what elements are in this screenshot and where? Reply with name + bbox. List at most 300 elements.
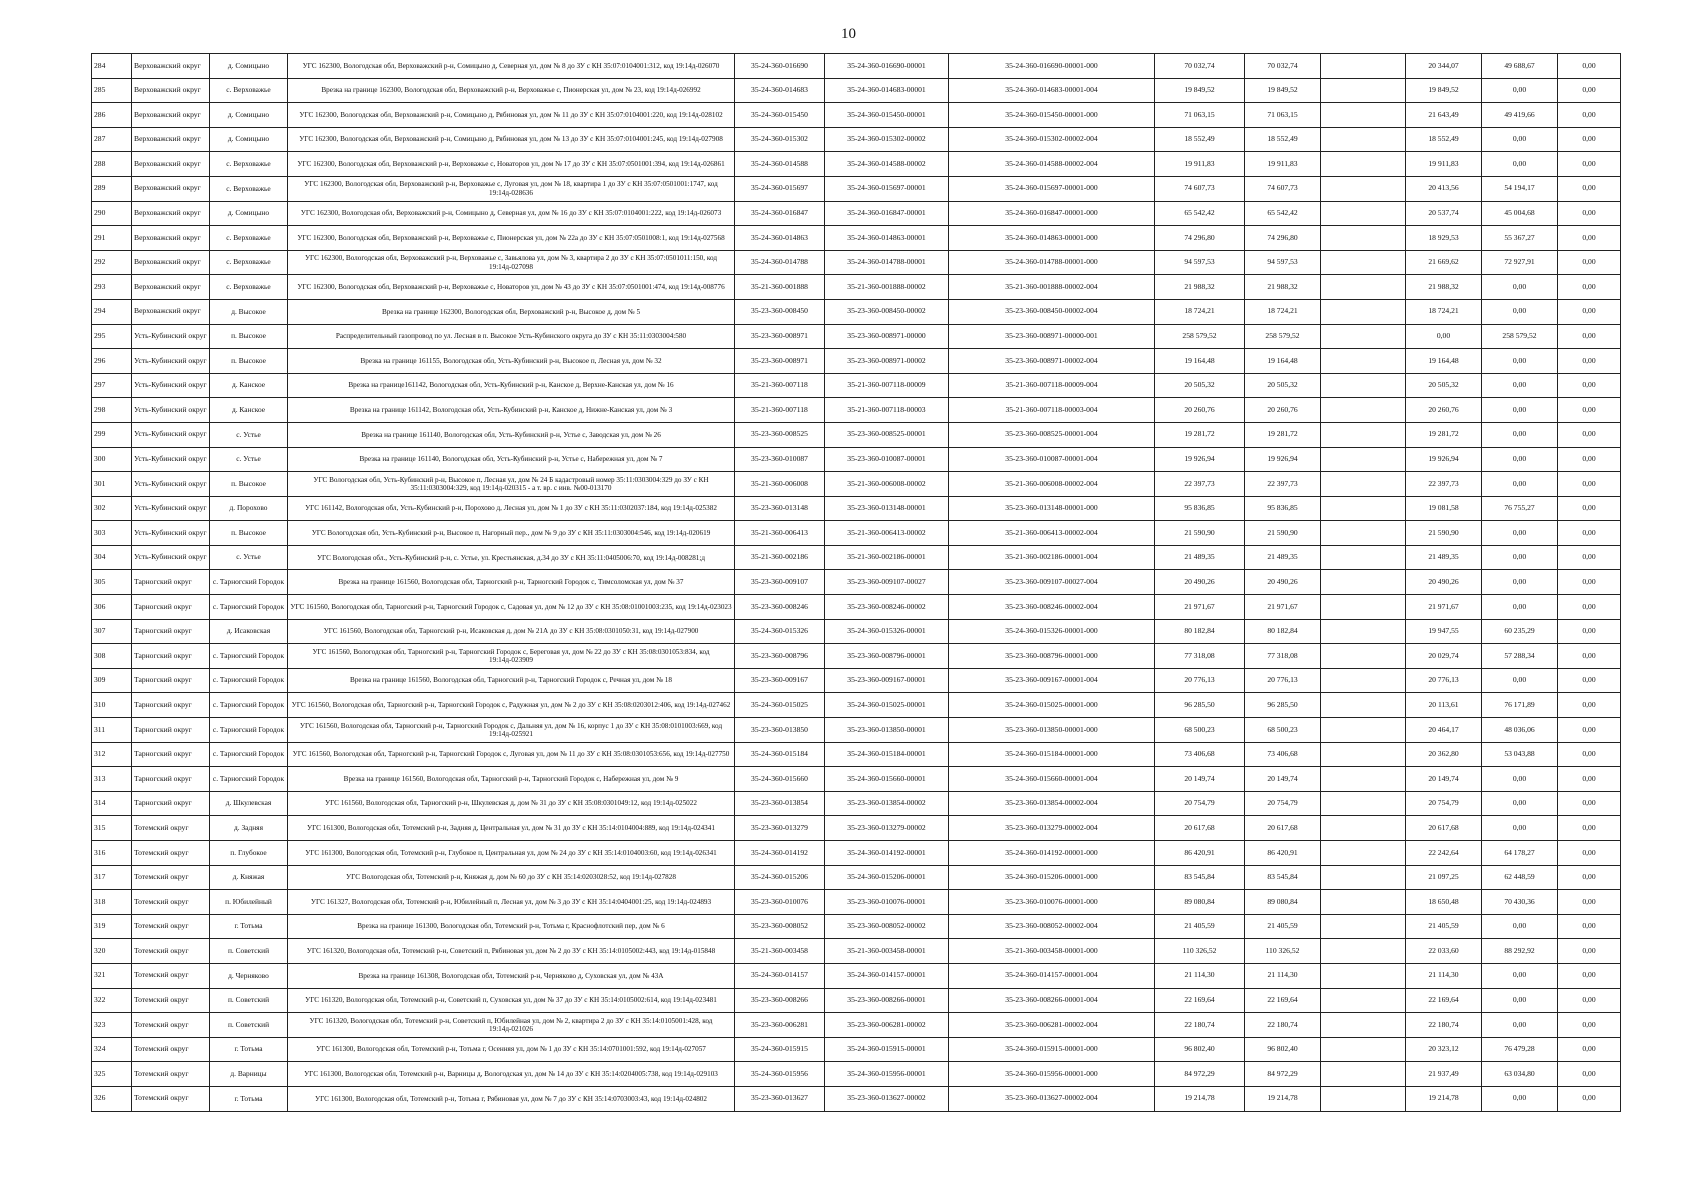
- subobject-code-cell: 35-24-360-015915-00001-000: [949, 1037, 1155, 1062]
- amount-part-2-cell: 0,00: [1482, 472, 1558, 497]
- settlement-cell: с. Тарногский Городок: [210, 693, 288, 718]
- district-cell: Тотемский округ: [132, 939, 210, 964]
- object-code-cell: 35-24-360-014157-00001: [825, 963, 949, 988]
- application-code-cell: 35-23-360-008246: [735, 595, 825, 620]
- table-row: [92, 1037, 1621, 1062]
- table-row: [92, 447, 1621, 472]
- table-row: [92, 422, 1621, 447]
- application-code-cell: 35-23-360-008796: [735, 644, 825, 669]
- application-code-cell: 35-24-360-014192: [735, 841, 825, 866]
- amount-part-3-cell: 0,00: [1558, 398, 1621, 423]
- empty-cell: [1321, 1037, 1406, 1062]
- total-amount-cell: 96 285,50: [1155, 693, 1245, 718]
- settlement-cell: д. Высокое: [210, 299, 288, 324]
- object-code-cell: 35-21-360-006008-00002: [825, 472, 949, 497]
- page-number: 10: [841, 26, 856, 42]
- subobject-code-cell: 35-24-360-015697-00001-000: [949, 176, 1155, 201]
- row-number-cell: 315: [92, 816, 132, 841]
- settlement-cell: д. Сомицыно: [210, 201, 288, 226]
- amount-part-3-cell: 0,00: [1558, 496, 1621, 521]
- total-amount-cell: 22 180,74: [1155, 1013, 1245, 1038]
- application-code-cell: 35-23-360-013854: [735, 791, 825, 816]
- amount-part-3-cell: 0,00: [1558, 1037, 1621, 1062]
- object-address-cell: Врезка на границе161142, Вологодская обл, Усть-Кубинский р-н, Канское д, Верхне-Канская ул, дом № 16: [288, 373, 735, 398]
- application-code-cell: 35-23-360-010076: [735, 890, 825, 915]
- table-row: [92, 398, 1621, 423]
- district-cell: Верховажский округ: [132, 127, 210, 152]
- object-code-cell: 35-23-360-013279-00002: [825, 816, 949, 841]
- object-address-cell: УГС 161300, Вологодская обл, Тотемский р-н, Варницы д, Вологодская ул, дом № 14 до ЗУ с КН 35:14:0204005:738, код 19:14д-029103: [288, 1062, 735, 1087]
- object-address-cell: Врезка на границе 161142, Вологодская обл, Усть-Кубинский р-н, Канское д, Нижне-Канская ул, дом № 3: [288, 398, 735, 423]
- amount-cell: 95 836,85: [1245, 496, 1321, 521]
- amount-cell: 94 597,53: [1245, 250, 1321, 275]
- amount-part-1-cell: 22 180,74: [1406, 1013, 1482, 1038]
- total-amount-cell: 65 542,42: [1155, 201, 1245, 226]
- settlement-cell: г. Тотьма: [210, 1037, 288, 1062]
- total-amount-cell: 70 032,74: [1155, 54, 1245, 79]
- object-code-cell: 35-21-360-006413-00002: [825, 521, 949, 546]
- row-number-cell: 312: [92, 742, 132, 767]
- amount-part-2-cell: 0,00: [1482, 988, 1558, 1013]
- amount-part-3-cell: 0,00: [1558, 1086, 1621, 1111]
- amount-part-2-cell: 76 479,28: [1482, 1037, 1558, 1062]
- object-code-cell: 35-24-360-015184-00001: [825, 742, 949, 767]
- subobject-code-cell: 35-24-360-014192-00001-000: [949, 841, 1155, 866]
- amount-part-2-cell: 0,00: [1482, 275, 1558, 300]
- object-code-cell: 35-21-360-002186-00001: [825, 545, 949, 570]
- object-address-cell: Врезка на границе 161140, Вологодская обл, Усть-Кубинский р-н, Устье с, Заводская ул, дом № 26: [288, 422, 735, 447]
- amount-cell: 65 542,42: [1245, 201, 1321, 226]
- application-code-cell: 35-24-360-015956: [735, 1062, 825, 1087]
- table-row: [92, 176, 1621, 201]
- object-address-cell: Врезка на границе 162300, Вологодская обл, Верховажский р-н, Высокое д, дом № 5: [288, 299, 735, 324]
- row-number-cell: 321: [92, 963, 132, 988]
- subobject-code-cell: 35-23-360-009167-00001-004: [949, 668, 1155, 693]
- empty-cell: [1321, 865, 1406, 890]
- object-code-cell: 35-24-360-015450-00001: [825, 103, 949, 128]
- amount-part-2-cell: 258 579,52: [1482, 324, 1558, 349]
- empty-cell: [1321, 103, 1406, 128]
- application-code-cell: 35-23-360-013850: [735, 718, 825, 743]
- object-address-cell: УГС 161300, Вологодская обл, Тотемский р-н, Задняя д, Центральная ул, дом № 31 до ЗУ с КН 35:14:0104004:889, код 19:14д-024341: [288, 816, 735, 841]
- amount-part-3-cell: 0,00: [1558, 127, 1621, 152]
- object-address-cell: УГС Вологодская обл., Усть-Кубинский р-н, с. Устье, ул. Крестьянская, д.34 до ЗУ с КН 35:11:0405006:70, код 19:14д-008281;д: [288, 545, 735, 570]
- amount-part-3-cell: 0,00: [1558, 1013, 1621, 1038]
- amount-part-1-cell: 19 926,94: [1406, 447, 1482, 472]
- total-amount-cell: 19 164,48: [1155, 349, 1245, 374]
- amount-part-3-cell: 0,00: [1558, 250, 1621, 275]
- object-address-cell: УГС 161320, Вологодская обл, Тотемский р-н, Советский п, Суховская ул, дом № 37 до ЗУ с КН 35:14:0105002:614, код 19:14д-023481: [288, 988, 735, 1013]
- row-number-cell: 302: [92, 496, 132, 521]
- district-cell: Тотемский округ: [132, 988, 210, 1013]
- empty-cell: [1321, 791, 1406, 816]
- subobject-code-cell: 35-23-360-013850-00001-000: [949, 718, 1155, 743]
- total-amount-cell: 19 849,52: [1155, 78, 1245, 103]
- subobject-code-cell: 35-24-360-015025-00001-000: [949, 693, 1155, 718]
- table-row: [92, 718, 1621, 743]
- table-row: [92, 1062, 1621, 1087]
- object-address-cell: УГС 161560, Вологодская обл, Тарногский р-н, Тарногский Городок с, Садовая ул, дом № 12 до ЗУ с КН 35:08:0100100З:235, код 19:14д-023023: [288, 595, 735, 620]
- row-number-cell: 297: [92, 373, 132, 398]
- amount-part-3-cell: 0,00: [1558, 595, 1621, 620]
- amount-part-2-cell: 0,00: [1482, 668, 1558, 693]
- object-code-cell: 35-23-360-013850-00001: [825, 718, 949, 743]
- subobject-code-cell: 35-24-360-015450-00001-000: [949, 103, 1155, 128]
- application-code-cell: 35-23-360-008052: [735, 914, 825, 939]
- total-amount-cell: 74 607,73: [1155, 176, 1245, 201]
- empty-cell: [1321, 127, 1406, 152]
- total-amount-cell: 20 149,74: [1155, 767, 1245, 792]
- amount-cell: 21 971,67: [1245, 595, 1321, 620]
- amount-cell: 96 802,40: [1245, 1037, 1321, 1062]
- settlement-cell: с. Устье: [210, 545, 288, 570]
- row-number-cell: 322: [92, 988, 132, 1013]
- amount-part-3-cell: 0,00: [1558, 890, 1621, 915]
- district-cell: Верховажский округ: [132, 78, 210, 103]
- amount-part-1-cell: 20 490,26: [1406, 570, 1482, 595]
- amount-cell: 110 326,52: [1245, 939, 1321, 964]
- amount-part-2-cell: 0,00: [1482, 914, 1558, 939]
- application-code-cell: 35-23-360-009107: [735, 570, 825, 595]
- object-address-cell: Врезка на границе 161560, Вологодская обл, Тарногский р-н, Тарногский Городок с, Речная ул, дом № 18: [288, 668, 735, 693]
- total-amount-cell: 71 063,15: [1155, 103, 1245, 128]
- object-code-cell: 35-23-360-008266-00001: [825, 988, 949, 1013]
- amount-part-3-cell: 0,00: [1558, 275, 1621, 300]
- object-code-cell: 35-23-360-010076-00001: [825, 890, 949, 915]
- row-number-cell: 299: [92, 422, 132, 447]
- row-number-cell: 294: [92, 299, 132, 324]
- amount-part-3-cell: 0,00: [1558, 176, 1621, 201]
- object-code-cell: 35-21-360-007118-00009: [825, 373, 949, 398]
- table-row: [92, 939, 1621, 964]
- row-number-cell: 296: [92, 349, 132, 374]
- empty-cell: [1321, 595, 1406, 620]
- object-address-cell: УГС 162300, Вологодская обл, Верховажский р-н, Верховажье с, Новаторов ул, дом № 17 до ЗУ с КН 35:07:0501001:394, код 19:14д-026861: [288, 152, 735, 177]
- amount-cell: 19 849,52: [1245, 78, 1321, 103]
- application-code-cell: 35-23-360-010087: [735, 447, 825, 472]
- amount-cell: 18 552,49: [1245, 127, 1321, 152]
- settlement-cell: д. Черняково: [210, 963, 288, 988]
- application-code-cell: 35-24-360-014788: [735, 250, 825, 275]
- table-row: [92, 644, 1621, 669]
- table-row: [92, 201, 1621, 226]
- empty-cell: [1321, 250, 1406, 275]
- amount-part-3-cell: 0,00: [1558, 988, 1621, 1013]
- settlement-cell: д. Шкулевская: [210, 791, 288, 816]
- amount-cell: 20 754,79: [1245, 791, 1321, 816]
- object-code-cell: 35-21-360-001888-00002: [825, 275, 949, 300]
- row-number-cell: 325: [92, 1062, 132, 1087]
- application-code-cell: 35-24-360-015326: [735, 619, 825, 644]
- amount-part-2-cell: 0,00: [1482, 349, 1558, 374]
- amount-part-1-cell: 19 214,78: [1406, 1086, 1482, 1111]
- district-cell: Тотемский округ: [132, 1062, 210, 1087]
- district-cell: Тарногский округ: [132, 595, 210, 620]
- amount-cell: 19 911,83: [1245, 152, 1321, 177]
- amount-part-3-cell: 0,00: [1558, 718, 1621, 743]
- object-code-cell: 35-24-360-015956-00001: [825, 1062, 949, 1087]
- settlement-cell: с. Тарногский Городок: [210, 668, 288, 693]
- object-address-cell: Врезка на границе 161308, Вологодская обл, Тотемский р-н, Черняково д, Суховская ул, дом № 43А: [288, 963, 735, 988]
- object-code-cell: 35-24-360-014588-00002: [825, 152, 949, 177]
- amount-part-1-cell: 20 754,79: [1406, 791, 1482, 816]
- empty-cell: [1321, 890, 1406, 915]
- settlement-cell: п. Высокое: [210, 349, 288, 374]
- object-address-cell: Распределительный газопровод по ул. Лесная в п. Высокое Усть-Кубинского округа до ЗУ с КН 35:11:0303004:580: [288, 324, 735, 349]
- amount-cell: 89 080,84: [1245, 890, 1321, 915]
- application-code-cell: 35-24-360-015184: [735, 742, 825, 767]
- object-code-cell: 35-24-360-015206-00001: [825, 865, 949, 890]
- table-row: [92, 250, 1621, 275]
- table-row: [92, 816, 1621, 841]
- object-code-cell: 35-23-360-008052-00002: [825, 914, 949, 939]
- row-number-cell: 293: [92, 275, 132, 300]
- object-code-cell: 35-23-360-009107-00027: [825, 570, 949, 595]
- amount-part-1-cell: 21 669,62: [1406, 250, 1482, 275]
- row-number-cell: 317: [92, 865, 132, 890]
- application-code-cell: 35-23-360-013627: [735, 1086, 825, 1111]
- district-cell: Усть-Кубинский округ: [132, 496, 210, 521]
- object-code-cell: 35-24-360-014788-00001: [825, 250, 949, 275]
- amount-part-2-cell: 88 292,92: [1482, 939, 1558, 964]
- object-code-cell: 35-24-360-015025-00001: [825, 693, 949, 718]
- object-code-cell: 35-23-360-008246-00002: [825, 595, 949, 620]
- object-address-cell: УГС 161560, Вологодская обл, Тарногский р-н, Шкулевская д, дом № 31 до ЗУ с КН 35:08:0301049:12, код 19:14д-025022: [288, 791, 735, 816]
- empty-cell: [1321, 644, 1406, 669]
- amount-part-2-cell: 0,00: [1482, 767, 1558, 792]
- amount-cell: 20 505,32: [1245, 373, 1321, 398]
- application-code-cell: 35-23-360-008450: [735, 299, 825, 324]
- subobject-code-cell: 35-23-360-013627-00002-004: [949, 1086, 1155, 1111]
- table-row: [92, 1013, 1621, 1038]
- settlement-cell: с. Верховажье: [210, 250, 288, 275]
- object-code-cell: 35-23-360-008450-00002: [825, 299, 949, 324]
- amount-part-3-cell: 0,00: [1558, 447, 1621, 472]
- amount-part-3-cell: 0,00: [1558, 472, 1621, 497]
- subobject-code-cell: 35-24-360-015184-00001-000: [949, 742, 1155, 767]
- object-address-cell: УГС 161300, Вологодская обл, Тотемский р-н, Тотьма г, Рябиновая ул, дом № 7 до ЗУ с КН 35:14:0703003:43, код 19:14д-024802: [288, 1086, 735, 1111]
- settlement-cell: с. Тарногский Городок: [210, 570, 288, 595]
- row-number-cell: 313: [92, 767, 132, 792]
- amount-part-3-cell: 0,00: [1558, 841, 1621, 866]
- settlement-cell: д. Княжая: [210, 865, 288, 890]
- object-address-cell: УГС 161560, Вологодская обл, Тарногский р-н, Исаковская д, дом № 21А до ЗУ с КН 35:08:0301050:31, код 19:14д-027900: [288, 619, 735, 644]
- object-code-cell: 35-24-360-016847-00001: [825, 201, 949, 226]
- district-cell: Тарногский округ: [132, 742, 210, 767]
- total-amount-cell: 258 579,52: [1155, 324, 1245, 349]
- row-number-cell: 316: [92, 841, 132, 866]
- settlement-cell: д. Задняя: [210, 816, 288, 841]
- settlement-cell: с. Верховажье: [210, 152, 288, 177]
- table-row: [92, 619, 1621, 644]
- amount-cell: 73 406,68: [1245, 742, 1321, 767]
- total-amount-cell: 80 182,84: [1155, 619, 1245, 644]
- settlement-cell: с. Тарногский Городок: [210, 595, 288, 620]
- amount-part-1-cell: 21 988,32: [1406, 275, 1482, 300]
- table-row: [92, 349, 1621, 374]
- amount-part-3-cell: 0,00: [1558, 644, 1621, 669]
- amount-part-2-cell: 0,00: [1482, 595, 1558, 620]
- amount-part-2-cell: 70 430,36: [1482, 890, 1558, 915]
- row-number-cell: 314: [92, 791, 132, 816]
- district-cell: Усть-Кубинский округ: [132, 422, 210, 447]
- application-code-cell: 35-24-360-015450: [735, 103, 825, 128]
- amount-part-1-cell: 20 323,12: [1406, 1037, 1482, 1062]
- total-amount-cell: 110 326,52: [1155, 939, 1245, 964]
- settlement-cell: с. Тарногский Городок: [210, 644, 288, 669]
- object-code-cell: 35-24-360-016690-00001: [825, 54, 949, 79]
- object-address-cell: УГС 161560, Вологодская обл, Тарногский р-н, Тарногский Городок с, Береговая ул, дом № 22 до ЗУ с КН 35:08:0301053:834, код 19:14д-023909: [288, 644, 735, 669]
- amount-cell: 86 420,91: [1245, 841, 1321, 866]
- empty-cell: [1321, 373, 1406, 398]
- empty-cell: [1321, 1086, 1406, 1111]
- district-cell: Тарногский округ: [132, 644, 210, 669]
- row-number-cell: 298: [92, 398, 132, 423]
- settlement-cell: с. Верховажье: [210, 226, 288, 251]
- subobject-code-cell: 35-23-360-008971-00000-001: [949, 324, 1155, 349]
- district-cell: Тотемский округ: [132, 865, 210, 890]
- amount-part-3-cell: 0,00: [1558, 668, 1621, 693]
- settlement-cell: п. Советский: [210, 988, 288, 1013]
- amount-part-3-cell: 0,00: [1558, 422, 1621, 447]
- amount-part-1-cell: 19 164,48: [1406, 349, 1482, 374]
- amount-part-2-cell: 0,00: [1482, 791, 1558, 816]
- amount-part-1-cell: 21 114,30: [1406, 963, 1482, 988]
- table-row: [92, 988, 1621, 1013]
- amount-cell: 21 489,35: [1245, 545, 1321, 570]
- amount-part-1-cell: 18 724,21: [1406, 299, 1482, 324]
- settlement-cell: с. Устье: [210, 422, 288, 447]
- district-cell: Усть-Кубинский округ: [132, 447, 210, 472]
- settlement-cell: д. Сомицыно: [210, 127, 288, 152]
- empty-cell: [1321, 816, 1406, 841]
- subobject-code-cell: 35-23-360-010087-00001-004: [949, 447, 1155, 472]
- amount-part-3-cell: 0,00: [1558, 103, 1621, 128]
- application-code-cell: 35-21-360-007118: [735, 373, 825, 398]
- object-address-cell: Врезка на границе 161140, Вологодская обл, Усть-Кубинский р-н, Устье с, Набережная ул, дом № 7: [288, 447, 735, 472]
- district-cell: Усть-Кубинский округ: [132, 373, 210, 398]
- district-cell: Усть-Кубинский округ: [132, 324, 210, 349]
- empty-cell: [1321, 496, 1406, 521]
- district-cell: Верховажский округ: [132, 275, 210, 300]
- empty-cell: [1321, 54, 1406, 79]
- amount-part-3-cell: 0,00: [1558, 373, 1621, 398]
- settlement-cell: п. Советский: [210, 1013, 288, 1038]
- row-number-cell: 303: [92, 521, 132, 546]
- amount-part-2-cell: 63 034,80: [1482, 1062, 1558, 1087]
- empty-cell: [1321, 693, 1406, 718]
- amount-cell: 22 169,64: [1245, 988, 1321, 1013]
- empty-cell: [1321, 226, 1406, 251]
- amount-cell: 20 260,76: [1245, 398, 1321, 423]
- object-address-cell: УГС 161327, Вологодская обл, Тотемский р-н, Юбилейный п, Лесная ул, дом № 3 до ЗУ с КН 35:14:0404001:25, код 19:14д-024893: [288, 890, 735, 915]
- row-number-cell: 291: [92, 226, 132, 251]
- object-code-cell: 35-23-360-009167-00001: [825, 668, 949, 693]
- application-code-cell: 35-24-360-014863: [735, 226, 825, 251]
- total-amount-cell: 94 597,53: [1155, 250, 1245, 275]
- row-number-cell: 295: [92, 324, 132, 349]
- amount-part-1-cell: 21 937,49: [1406, 1062, 1482, 1087]
- amount-part-2-cell: 57 288,34: [1482, 644, 1558, 669]
- amount-part-3-cell: 0,00: [1558, 521, 1621, 546]
- empty-cell: [1321, 939, 1406, 964]
- amount-cell: 20 490,26: [1245, 570, 1321, 595]
- object-address-cell: УГС 162300, Вологодская обл, Верховажский р-н, Сомицыно д, Северная ул, дом № 16 до ЗУ с КН 35:07:0104001:222, код 19:14д-026073: [288, 201, 735, 226]
- total-amount-cell: 83 545,84: [1155, 865, 1245, 890]
- empty-cell: [1321, 668, 1406, 693]
- amount-cell: 74 607,73: [1245, 176, 1321, 201]
- table-row: [92, 152, 1621, 177]
- total-amount-cell: 21 114,30: [1155, 963, 1245, 988]
- amount-part-3-cell: 0,00: [1558, 54, 1621, 79]
- district-cell: Верховажский округ: [132, 152, 210, 177]
- row-number-cell: 324: [92, 1037, 132, 1062]
- object-address-cell: УГС 162300, Вологодская обл, Верховажский р-н, Верховажье с, Завьялова ул, дом № 3, квартира 2 до ЗУ с КН 35:07:0501011:150, код 19:14д-027098: [288, 250, 735, 275]
- district-cell: Усть-Кубинский округ: [132, 472, 210, 497]
- total-amount-cell: 95 836,85: [1155, 496, 1245, 521]
- amount-part-2-cell: 0,00: [1482, 373, 1558, 398]
- amount-cell: 70 032,74: [1245, 54, 1321, 79]
- settlement-cell: п. Советский: [210, 939, 288, 964]
- total-amount-cell: 21 405,59: [1155, 914, 1245, 939]
- settlement-cell: д. Исаковская: [210, 619, 288, 644]
- subobject-code-cell: 35-21-360-003458-00001-000: [949, 939, 1155, 964]
- district-cell: Верховажский округ: [132, 299, 210, 324]
- object-address-cell: УГС 162300, Вологодская обл, Верховажский р-н, Верховажье с, Пионерская ул, дом № 22а до ЗУ с КН 35:07:0501008:1, код 19:14д-027568: [288, 226, 735, 251]
- amount-part-1-cell: 20 537,74: [1406, 201, 1482, 226]
- object-address-cell: УГС 162300, Вологодская обл, Верховажский р-н, Сомицыно д, Рябиновая ул, дом № 13 до ЗУ с КН 35:07:0104001:245, код 19:14д-027908: [288, 127, 735, 152]
- district-cell: Тарногский округ: [132, 767, 210, 792]
- application-code-cell: 35-23-360-008266: [735, 988, 825, 1013]
- amount-part-2-cell: 64 178,27: [1482, 841, 1558, 866]
- amount-cell: 18 724,21: [1245, 299, 1321, 324]
- row-number-cell: 290: [92, 201, 132, 226]
- amount-part-3-cell: 0,00: [1558, 619, 1621, 644]
- district-cell: Тотемский округ: [132, 816, 210, 841]
- empty-cell: [1321, 619, 1406, 644]
- total-amount-cell: 18 724,21: [1155, 299, 1245, 324]
- total-amount-cell: 84 972,29: [1155, 1062, 1245, 1087]
- amount-part-2-cell: 0,00: [1482, 398, 1558, 423]
- settlement-cell: г. Тотьма: [210, 914, 288, 939]
- amount-part-2-cell: 0,00: [1482, 816, 1558, 841]
- subobject-code-cell: 35-23-360-013148-00001-000: [949, 496, 1155, 521]
- row-number-cell: 318: [92, 890, 132, 915]
- amount-part-3-cell: 0,00: [1558, 545, 1621, 570]
- row-number-cell: 311: [92, 718, 132, 743]
- application-code-cell: 35-21-360-003458: [735, 939, 825, 964]
- amount-part-2-cell: 0,00: [1482, 127, 1558, 152]
- table-row: [92, 865, 1621, 890]
- district-cell: Тотемский округ: [132, 914, 210, 939]
- object-address-cell: УГС 162300, Вологодская обл, Верховажский р-н, Верховажье с, Новаторов ул, дом № 43 до ЗУ с КН 35:07:0501001:474, код 19:14д-008776: [288, 275, 735, 300]
- subobject-code-cell: 35-24-360-014683-00001-004: [949, 78, 1155, 103]
- object-code-cell: 35-23-360-008971-00002: [825, 349, 949, 374]
- total-amount-cell: 22 397,73: [1155, 472, 1245, 497]
- district-cell: Верховажский округ: [132, 226, 210, 251]
- amount-part-1-cell: 21 643,49: [1406, 103, 1482, 128]
- subobject-code-cell: 35-23-360-008971-00002-004: [949, 349, 1155, 374]
- amount-part-1-cell: 20 617,68: [1406, 816, 1482, 841]
- object-address-cell: Врезка на границе 162300, Вологодская обл, Верховажский р-н, Верховажье с, Пионерская ул, дом № 23, код 19:14д-026992: [288, 78, 735, 103]
- total-amount-cell: 86 420,91: [1155, 841, 1245, 866]
- district-cell: Усть-Кубинский округ: [132, 521, 210, 546]
- table-row: [92, 324, 1621, 349]
- amount-cell: 71 063,15: [1245, 103, 1321, 128]
- table-row: [92, 54, 1621, 79]
- amount-part-2-cell: 54 194,17: [1482, 176, 1558, 201]
- district-cell: Верховажский округ: [132, 103, 210, 128]
